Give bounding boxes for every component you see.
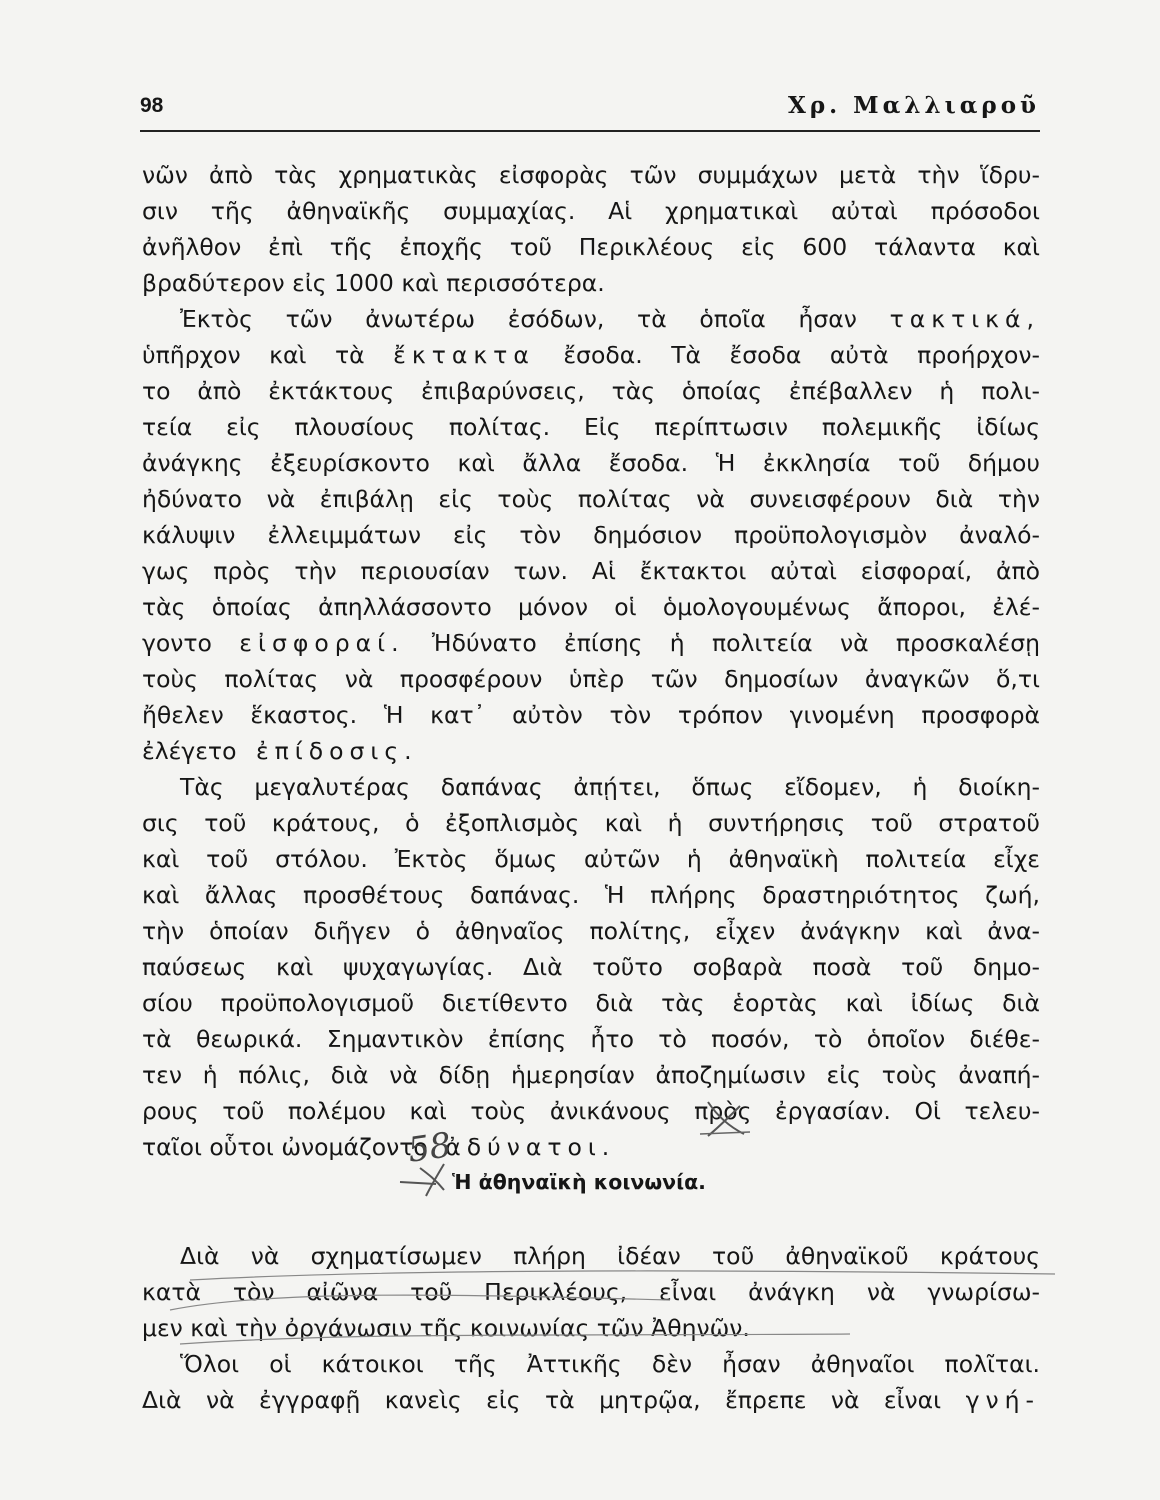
spaced-term: γνή- xyxy=(965,1386,1040,1414)
text-line: γως πρὸς τὴν περιουσίαν των. Αἱ ἔκτακτοι αὐταὶ εἰσφοραί, ἀπὸ xyxy=(142,557,1040,585)
text-span: Ἐκτὸς τῶν ἀνωτέρω ἐσόδων, τὰ ὁποῖα ἦσαν xyxy=(180,305,857,333)
text-line: τὰ θεωρικά. Σημαντικὸν ἐπίσης ἦτο τὸ ποσόν, τὸ ὁποῖον διέθε- xyxy=(142,1025,1040,1053)
text-line: παύσεως καὶ ψυχαγωγίας. Διὰ τοῦτο σοβαρὰ ποσὰ τοῦ δημο- xyxy=(142,953,1040,981)
text-line xyxy=(142,301,1040,337)
text-line: καὶ ἄλλας προσθέτους δαπάνας. Ἡ πλήρης δραστηριότητος ζωή, xyxy=(142,881,1040,909)
running-head: Χρ. Μαλλιαροῦ xyxy=(788,92,1040,119)
text-line: τὴν ὁποίαν διῆγεν ὁ ἀθηναῖος πολίτης, εἶχεν ἀνάγκην καὶ ἀνα- xyxy=(142,917,1040,945)
text-line: ἠδύνατο νὰ ἐπιβάλῃ εἰς τοὺς πολίτας νὰ συνεισφέρουν διὰ τὴν xyxy=(142,485,1040,513)
handwritten-number: 58 xyxy=(405,1125,454,1171)
pencil-arrow-mark xyxy=(398,1160,458,1200)
text-line: ρους τοῦ πολέμου καὶ τοὺς ἀνικάνους πρὸς ἐργασίαν. Οἱ τελευ- xyxy=(142,1097,1040,1125)
text-line: Ὅλοι οἱ κάτοικοι τῆς Ἀττικῆς δὲν ἦσαν ἀθηναῖοι πολῖται. xyxy=(180,1350,1040,1378)
text-line: βραδύτερον εἰς 1000 καὶ περισσότερα. xyxy=(142,269,605,297)
text-line: τεία εἰς πλουσίους πολίτας. Εἰς περίπτωσιν πολεμικῆς ἰδίως xyxy=(142,413,1040,441)
spaced-term: τακτικά, xyxy=(889,305,1040,333)
text-line: κατὰ τὸν αἰῶνα τοῦ Περικλέους, εἶναι ἀνάγκη νὰ γνωρίσω- xyxy=(142,1278,1040,1306)
text-line: τοὺς πολίτας νὰ προσφέρουν ὑπὲρ τῶν δημοσίων ἀναγκῶν ὅ,τι xyxy=(142,665,1040,693)
pencil-underline-marks xyxy=(150,1250,1070,1360)
text-line xyxy=(142,1382,1040,1418)
text-line: ἀνάγκης ἐξευρίσκοντο καὶ ἄλλα ἔσοδα. Ἡ ἐκκλησία τοῦ δήμου xyxy=(142,449,1040,477)
text-line: σιν τῆς ἀθηναϊκῆς συμμαχίας. Αἱ χρηματικαὶ αὐταὶ πρόσοδοι xyxy=(142,197,1040,225)
spaced-term: ἐπίδοσις. xyxy=(255,737,418,765)
text-span: Διὰ νὰ ἐγγραφῇ κανεὶς εἰς τὰ μητρῷα, ἔπρεπε νὰ εἶναι xyxy=(142,1386,942,1414)
text-line: κάλυψιν ἐλλειμμάτων εἰς τὸν δημόσιον προϋπολογισμὸν ἀναλό- xyxy=(142,521,1040,549)
text-line: Τὰς μεγαλυτέρας δαπάνας ἀπῄτει, ὅπως εἴδομεν, ἡ διοίκη- xyxy=(180,773,1040,801)
text-line: μεν καὶ τὴν ὀργάνωσιν τῆς κοινωνίας τῶν Ἀθηνῶν. xyxy=(142,1314,750,1342)
text-line: το ἀπὸ ἐκτάκτους ἐπιβαρύνσεις, τὰς ὁποίας ἐπέβαλλεν ἡ πολι- xyxy=(142,377,1040,405)
page-header xyxy=(140,94,1040,132)
text-line: νῶν ἀπὸ τὰς χρηματικὰς εἰσφορὰς τῶν συμμάχων μετὰ τὴν ἵδρυ- xyxy=(142,161,1040,189)
text-line: σις τοῦ κράτους, ὁ ἐξοπλισμὸς καὶ ἡ συντήρησις τοῦ στρατοῦ xyxy=(142,809,1040,837)
spaced-term: εἰσφοραί. xyxy=(239,629,405,657)
text-line xyxy=(142,625,1040,661)
text-span: ἔσοδα. Τὰ ἔσοδα αὐτὰ προήρχον- xyxy=(563,341,1040,369)
text-line: ἀνῆλθον ἐπὶ τῆς ἐποχῆς τοῦ Περικλέους εἰς 600 τάλαντα καὶ xyxy=(142,233,1040,261)
text-span: ὑπῆρχον καὶ τὰ xyxy=(142,341,365,369)
text-line: σίου προϋπολογισμοῦ διετίθεντο διὰ τὰς ἑορτὰς καὶ ἰδίως διὰ xyxy=(142,989,1040,1017)
text-line: τὰς ὁποίας ἀπηλλάσσοντο μόνον οἱ ὁμολογουμένως ἄποροι, ἐλέ- xyxy=(142,593,1040,621)
text-span: Ἠδύνατο ἐπίσης ἡ πολιτεία νὰ προσκαλέσῃ xyxy=(431,629,1040,657)
text-span: γοντο xyxy=(142,629,212,657)
page-number: 98 xyxy=(140,94,164,117)
pencil-cross-mark xyxy=(690,1092,770,1142)
text-line: τεν ἡ πόλις, διὰ νὰ δίδῃ ἡμερησίαν ἀποζημίωσιν εἰς τοὺς ἀναπή- xyxy=(142,1061,1040,1089)
text-line xyxy=(142,1129,1040,1165)
text-span: ταῖοι οὗτοι ὠνομάζοντο xyxy=(142,1133,428,1161)
spaced-term: ἔκτακτα xyxy=(393,341,535,369)
text-line: ἤθελεν ἕκαστος. Ἡ κατ᾽ αὐτὸν τὸν τρόπον γινομένη προσφορὰ xyxy=(142,701,1040,729)
text-line xyxy=(142,337,1040,373)
text-span: ἐλέγετο xyxy=(142,737,237,765)
text-line xyxy=(142,733,1040,769)
section-heading: Ἡ ἀθηναϊκὴ κοινωνία. xyxy=(452,1170,706,1194)
spaced-term: ἀδύνατοι. xyxy=(445,1133,616,1161)
text-line: Διὰ νὰ σχηματίσωμεν πλήρη ἰδέαν τοῦ ἀθηναϊκοῦ κράτους xyxy=(180,1242,1040,1270)
text-line: καὶ τοῦ στόλου. Ἐκτὸς ὅμως αὐτῶν ἡ ἀθηναϊκὴ πολιτεία εἶχε xyxy=(142,845,1040,873)
